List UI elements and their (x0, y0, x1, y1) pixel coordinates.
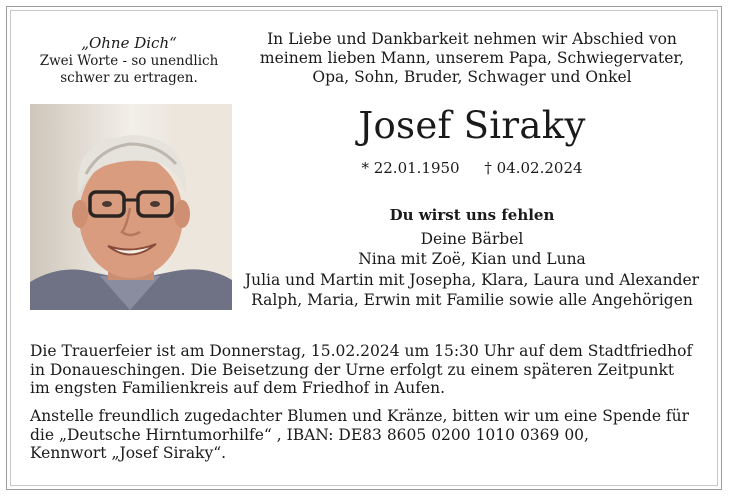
quote-title: „Ohne Dich“ (81, 34, 177, 52)
death-date: † 04.02.2024 (484, 159, 583, 177)
deceased-name: Josef Siraky (358, 104, 586, 147)
quote-line: Zwei Worte - so unendlich (39, 53, 219, 69)
funeral-line: Die Trauerfeier ist am Donnerstag, 15.02.2024 um 15:30 Uhr auf dem Stadtfriedhof (30, 342, 693, 360)
life-dates (238, 158, 706, 178)
donation-line: die „Deutsche Hirntumorhilfe“ , IBAN: DE83 8605 0200 1010 0369 00, (30, 425, 589, 444)
intro-line: Opa, Sohn, Bruder, Schwager und Onkel (312, 68, 632, 86)
intro-text (238, 30, 706, 87)
mourner-line: Julia und Martin mit Josepha, Klara, Laura und Alexander (244, 270, 700, 289)
portrait-photo (30, 104, 232, 310)
donation-line: Kennwort „Josef Siraky“. (30, 444, 227, 462)
funeral-info (30, 342, 710, 398)
funeral-line: in Donaueschingen. Die Beisetzung der Urne erfolgt zu einem späteren Zeitpunkt (30, 360, 675, 379)
donation-info (30, 407, 710, 463)
birth-date: * 22.01.1950 (361, 159, 460, 177)
donation-line: Anstelle freundlich zugedachter Blumen und Kränze, bitten wir um eine Spende für (30, 407, 690, 425)
intro-line: In Liebe und Dankbarkeit nehmen wir Abschied von (267, 30, 677, 48)
mourner-line: Ralph, Maria, Erwin mit Familie sowie alle Angehörigen (251, 291, 693, 309)
intro-line: meinem lieben Mann, unserem Papa, Schwiegervater, (259, 49, 685, 67)
quote-block (24, 34, 234, 87)
mourner-line: Nina mit Zoë, Kian und Luna (358, 250, 586, 268)
mourner-line: Deine Bärbel (420, 229, 524, 248)
quote-line: schwer zu ertragen. (60, 70, 198, 86)
funeral-line: im engsten Familienkreis auf dem Friedhof in Aufen. (30, 379, 446, 397)
mourners-block (232, 205, 712, 311)
mourners-headline: Du wirst uns fehlen (389, 206, 555, 224)
portrait-illustration (30, 104, 232, 310)
